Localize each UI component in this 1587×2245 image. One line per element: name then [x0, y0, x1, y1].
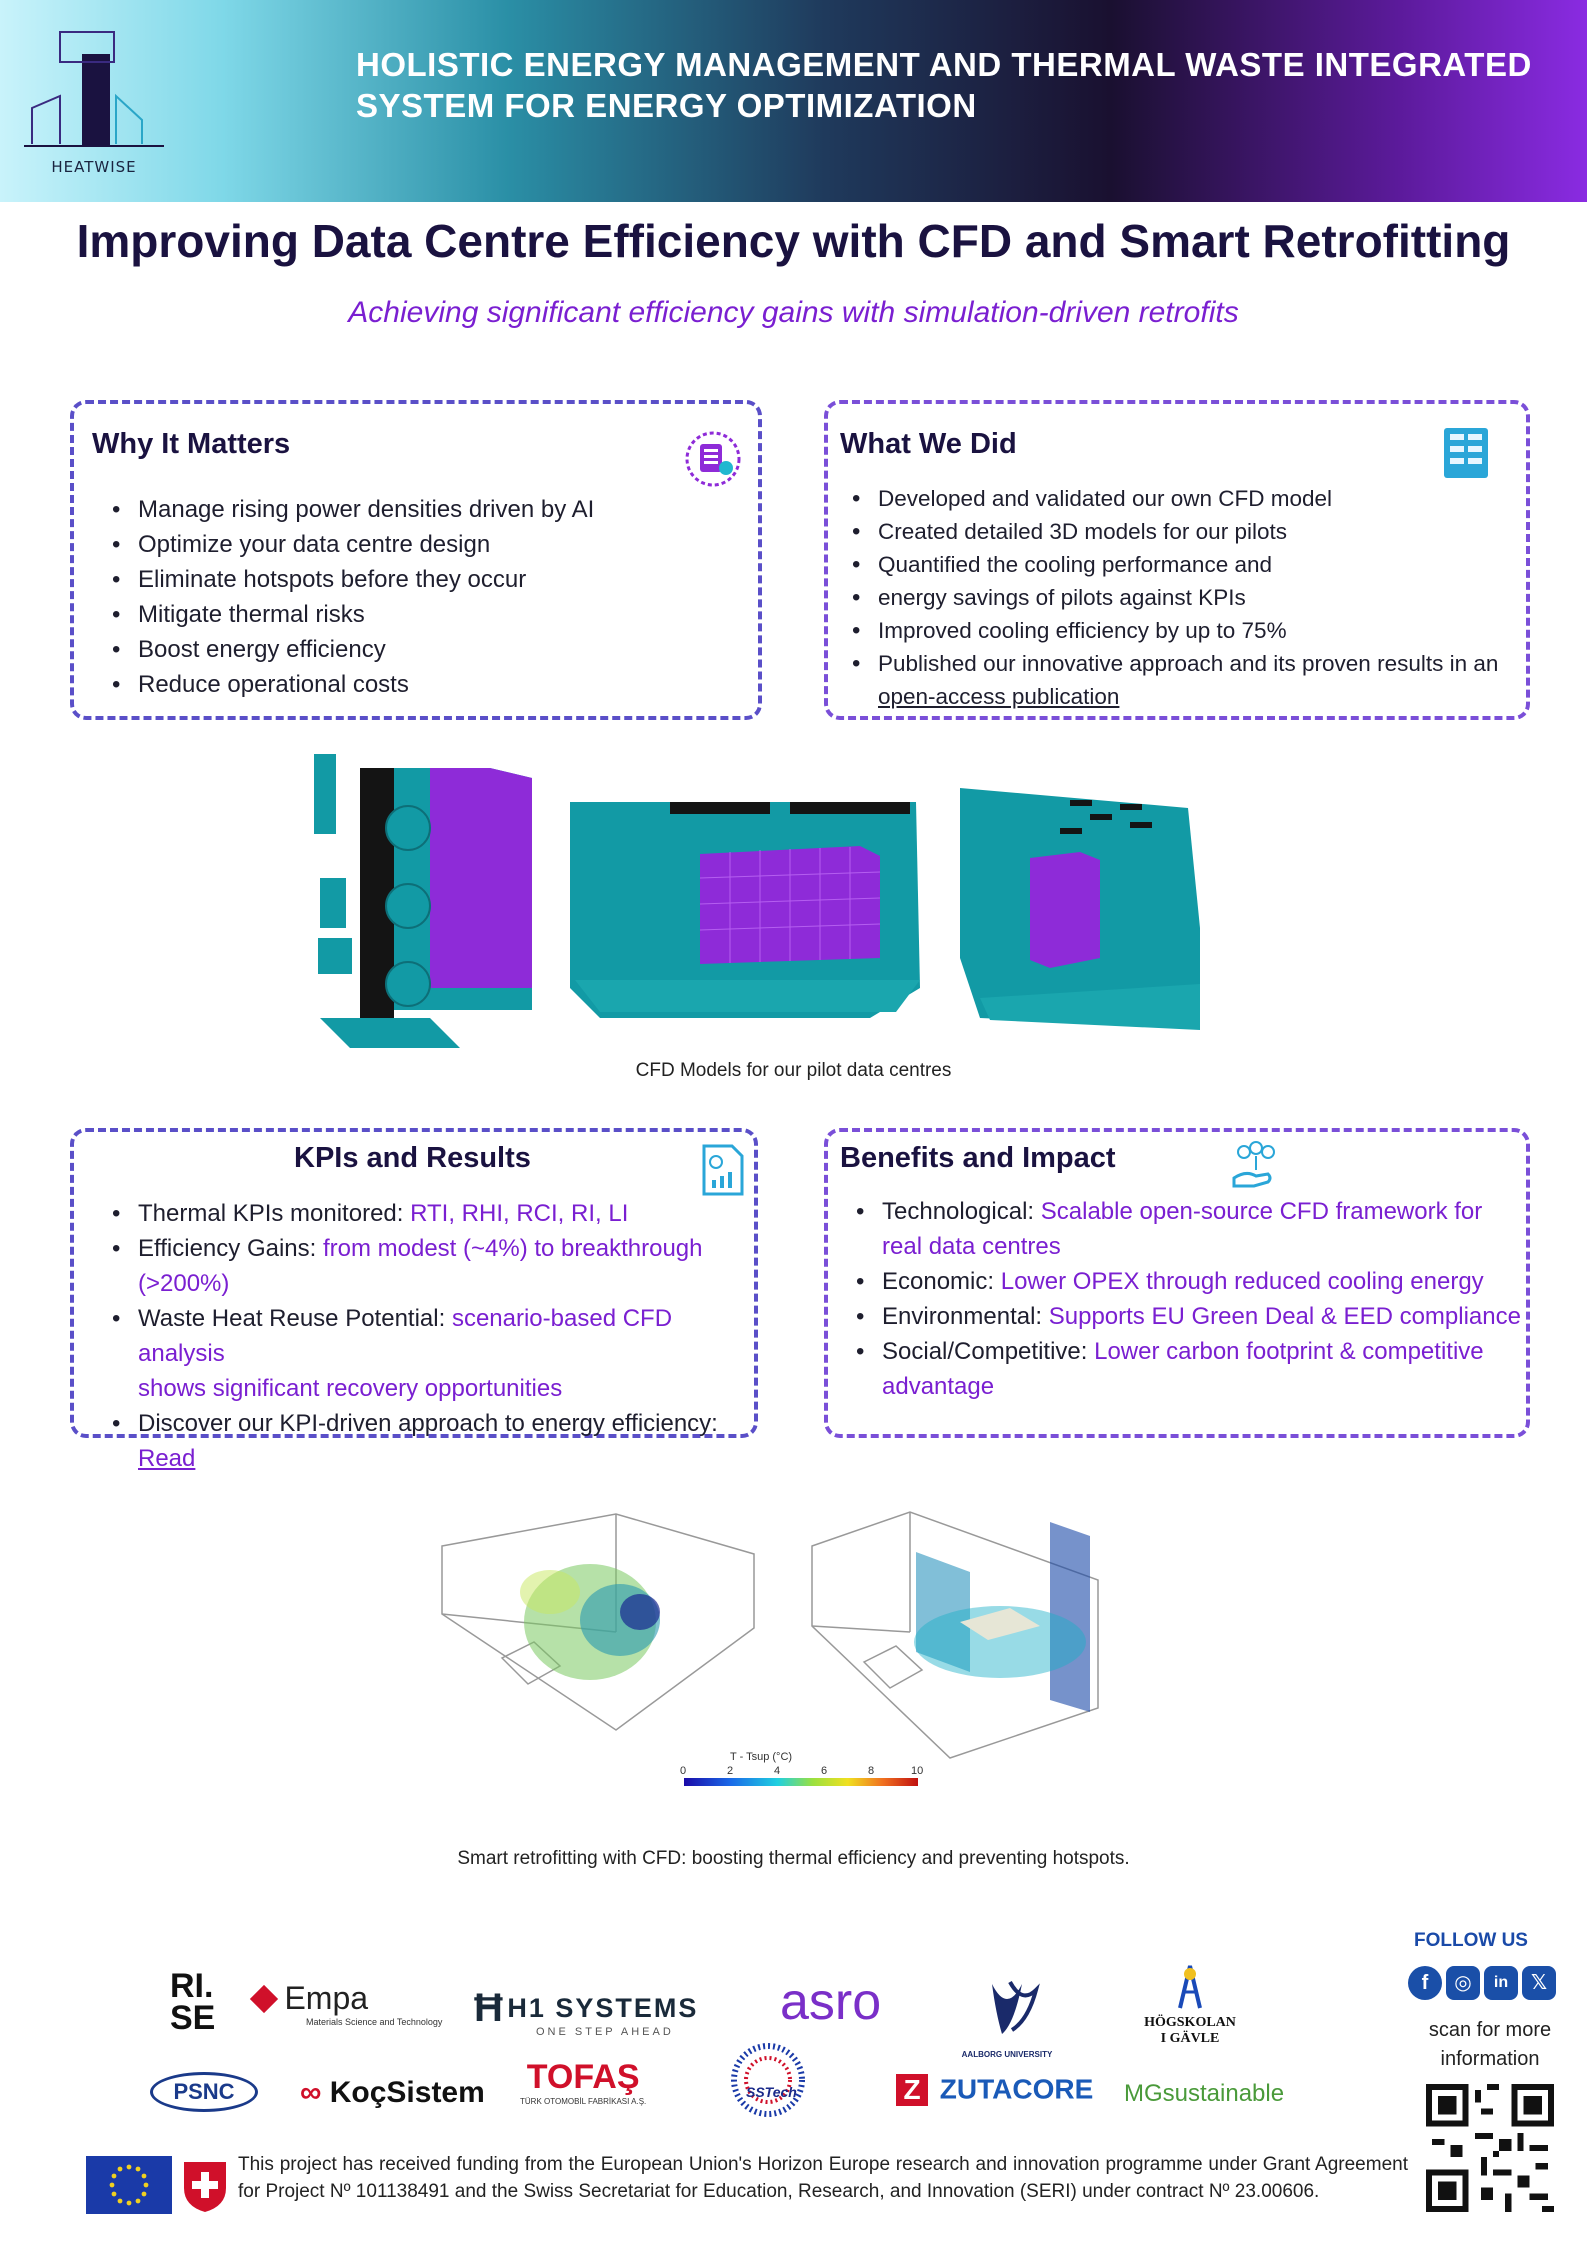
benefit-label: Social/Competitive:: [882, 1338, 1095, 1365]
list-item: • Published our innovative approach and its proven results in an: [848, 647, 1518, 680]
benefit-label: Economic:: [882, 1268, 1001, 1295]
open-access-publication-link[interactable]: open-access publication: [878, 684, 1120, 709]
sstech-logo-text: SSTech: [746, 2084, 797, 2100]
benefit-value: Supports EU Green Deal & EED compliance: [1048, 1303, 1521, 1330]
benefit-value: Scalable open-source CFD framework for: [1040, 1198, 1483, 1225]
benefit-label: Environmental:: [882, 1303, 1049, 1330]
kocsistem-logo: [300, 2076, 485, 2110]
list-item: • Developed and validated our own CFD model: [848, 482, 1518, 515]
psnc-logo: PSNC: [150, 2072, 258, 2112]
header-title: [356, 44, 1556, 126]
page-title: Improving Data Centre Efficiency with CFD and Smart Retrofitting: [76, 215, 1511, 267]
simulation-right-vectors: [914, 1522, 1090, 1712]
list-item-continued: [848, 680, 1518, 713]
benefits-title: Benefits and Impact: [840, 1142, 1116, 1174]
what-title: What We Did: [840, 428, 1017, 460]
kpi-value: from modest (~4%) to breakthrough: [322, 1235, 703, 1262]
zutacore-logo: [896, 2072, 1093, 2106]
list-item: [108, 1196, 748, 1231]
what-list: [848, 482, 1518, 713]
h1-logo-text: H1 SYSTEMS: [507, 1993, 699, 2023]
list-item: [852, 1194, 1522, 1229]
h1-logo-subtext: ONE STEP AHEAD: [536, 2026, 674, 2038]
list-item: • Eliminate hotspots before they occur: [108, 562, 748, 597]
rise-logo-text: RI.: [170, 1967, 214, 2005]
kpi-value: (>200%): [138, 1270, 230, 1297]
list-item: [108, 1301, 748, 1371]
why-list: [108, 492, 748, 702]
list-item: [852, 1299, 1522, 1334]
page-subtitle: Achieving significant efficiency gains with simulation-driven retrofits: [348, 296, 1239, 329]
empa-logo-subtext: Materials Science and Technology: [306, 2017, 443, 2027]
kpi-label: Waste Heat Reuse Potential:: [138, 1305, 452, 1332]
benefit-value: Lower carbon footprint & competitive: [1094, 1338, 1484, 1365]
simulation-left-vectors: [520, 1564, 660, 1680]
simulation-caption: Smart retrofitting with CFD: boosting thermal efficiency and preventing hotspots.: [457, 1848, 1130, 1869]
list-item: • Quantified the cooling performance and: [848, 548, 1518, 581]
tofas-logo: [520, 2058, 646, 2106]
colorbar-label: T - Tsup (°C): [730, 1751, 793, 1763]
list-item: • Improved cooling efficiency by up to 75%: [848, 614, 1518, 647]
empa-logo-text: Empa: [284, 1980, 369, 2016]
list-item: • Mitigate thermal risks: [108, 597, 748, 632]
list-item: [852, 1334, 1522, 1369]
funding-statement: This project has received funding from the European Union's Horizon Europe research and innovation programme under Grant Agreement for Project Nº 101138491 and the Swiss Secretariat for Education, Research, and Innovation (SERI) under contract Nº 23.00606.: [238, 2154, 1408, 2202]
list-item: [852, 1264, 1522, 1299]
kocsistem-mark-icon: ∞: [300, 2076, 322, 2109]
hig-logo: [1140, 1962, 1240, 2047]
list-item-continued: [852, 1369, 1522, 1404]
server-rack-icon: [1440, 424, 1498, 482]
kpis-list: [108, 1196, 748, 1476]
zutacore-logo-text: ZUTACORE: [939, 2073, 1094, 2105]
instagram-icon[interactable]: ◎: [1446, 1966, 1480, 2000]
rise-logo-text: SE: [170, 1999, 216, 2037]
kpi-value: shows significant recovery opportunities: [138, 1375, 563, 1402]
list-item: • energy savings of pilots against KPIs: [848, 581, 1518, 614]
kpi-value: RTI, RHI, RCI, RI, LI: [410, 1200, 629, 1227]
h1-systems-logo: [474, 1986, 699, 2038]
eu-flag: [86, 2156, 172, 2214]
heatwise-logo-mark: [24, 26, 164, 151]
benefit-value: Lower OPEX through reduced cooling energy: [1000, 1268, 1484, 1295]
header-banner: [0, 0, 1587, 202]
heatwise-logo: [24, 26, 164, 176]
kocsistem-logo-text: KoçSistem: [329, 2076, 485, 2109]
cfd-models-caption: CFD Models for our pilot data centres: [635, 1060, 952, 1081]
benefits-list: [852, 1194, 1522, 1404]
x-icon[interactable]: 𝕏: [1522, 1966, 1556, 2000]
zutacore-mark-icon: Z: [896, 2074, 928, 2106]
asro-logo: asro: [780, 1973, 882, 2031]
header-title-line1: HOLISTIC ENERGY MANAGEMENT AND THERMAL WASTE INTEGRATED: [356, 46, 1532, 83]
colorbar-tick: 0: [680, 1765, 687, 1777]
rise-logo: [170, 1967, 216, 2037]
colorbar-tick: 4: [774, 1765, 781, 1777]
report-chart-icon: [700, 1142, 758, 1200]
kpi-value: scenario-based CFD analysis: [138, 1305, 673, 1367]
colorbar-tick: 2: [727, 1765, 734, 1777]
list-item: • Reduce operational costs: [108, 667, 748, 702]
facebook-icon[interactable]: f: [1408, 1966, 1442, 2000]
cfd-model-2: [570, 802, 920, 1018]
swiss-flag: [180, 2158, 230, 2214]
logo-text: HEATWISE: [51, 158, 137, 176]
tofas-logo-text: TOFAŞ: [526, 2058, 640, 2096]
aalborg-logo-text: AALBORG UNIVERSITY: [961, 2050, 1053, 2059]
list-item-continued: [852, 1229, 1522, 1264]
list-item: • Created detailed 3D models for our pilots: [848, 515, 1518, 548]
mgsustainable-logo: MGsustainable: [1124, 2080, 1285, 2107]
hig-logo-text: HÖGSKOLAN: [1144, 2015, 1236, 2030]
empa-mark-icon: [250, 1985, 278, 2013]
empa-logo: [254, 1980, 442, 2027]
kpis-title: KPIs and Results: [294, 1142, 531, 1174]
list-item: • Optimize your data centre design: [108, 527, 748, 562]
cfd-models-figure: [300, 748, 1290, 1048]
h1-mark-icon: Ħ: [474, 1986, 503, 2030]
cfd-model-3: [960, 788, 1200, 1030]
colorbar: [684, 1778, 918, 1786]
benefit-value: advantage: [882, 1373, 995, 1400]
hig-mark-icon: [1160, 1962, 1220, 2010]
why-title: Why It Matters: [92, 428, 291, 460]
kpi-label: Discover our KPI-driven approach to energy efficiency:: [138, 1410, 718, 1437]
read-link[interactable]: Read: [138, 1445, 196, 1472]
cfd-simulation-figure: [440, 1462, 1140, 1802]
header-title-line2: SYSTEM FOR ENERGY OPTIMIZATION: [356, 87, 977, 124]
list-item: • Boost energy efficiency: [108, 632, 748, 667]
aalborg-logo: [952, 1954, 1062, 2064]
list-item-continued: [108, 1371, 748, 1406]
list-item: [108, 1231, 748, 1266]
colorbar-tick: 8: [868, 1765, 875, 1777]
data-centre-icon: [684, 430, 742, 488]
cfd-model-1: [314, 754, 532, 1048]
hig-logo-text: I GÄVLE: [1160, 2031, 1220, 2046]
benefit-label: Technological:: [882, 1198, 1041, 1225]
linkedin-icon[interactable]: in: [1484, 1966, 1518, 2000]
tofas-logo-subtext: TÜRK OTOMOBİL FABRİKASI A.Ş.: [520, 2097, 647, 2106]
list-item-continued: [108, 1266, 748, 1301]
qr-code[interactable]: [1426, 2084, 1554, 2212]
list-item: • Manage rising power densities driven by AI: [108, 492, 748, 527]
benefit-value: real data centres: [882, 1233, 1061, 1260]
follow-us-label: FOLLOW US: [1414, 1930, 1528, 1951]
kpi-label: Efficiency Gains:: [138, 1235, 323, 1262]
colorbar-tick: 6: [821, 1765, 828, 1777]
growth-hand-icon: [1228, 1140, 1286, 1198]
sstech-logo: [728, 2040, 808, 2120]
scan-text: scan for more information: [1428, 2019, 1552, 2070]
colorbar-tick: 10: [911, 1765, 924, 1777]
kpi-label: Thermal KPIs monitored:: [138, 1200, 411, 1227]
